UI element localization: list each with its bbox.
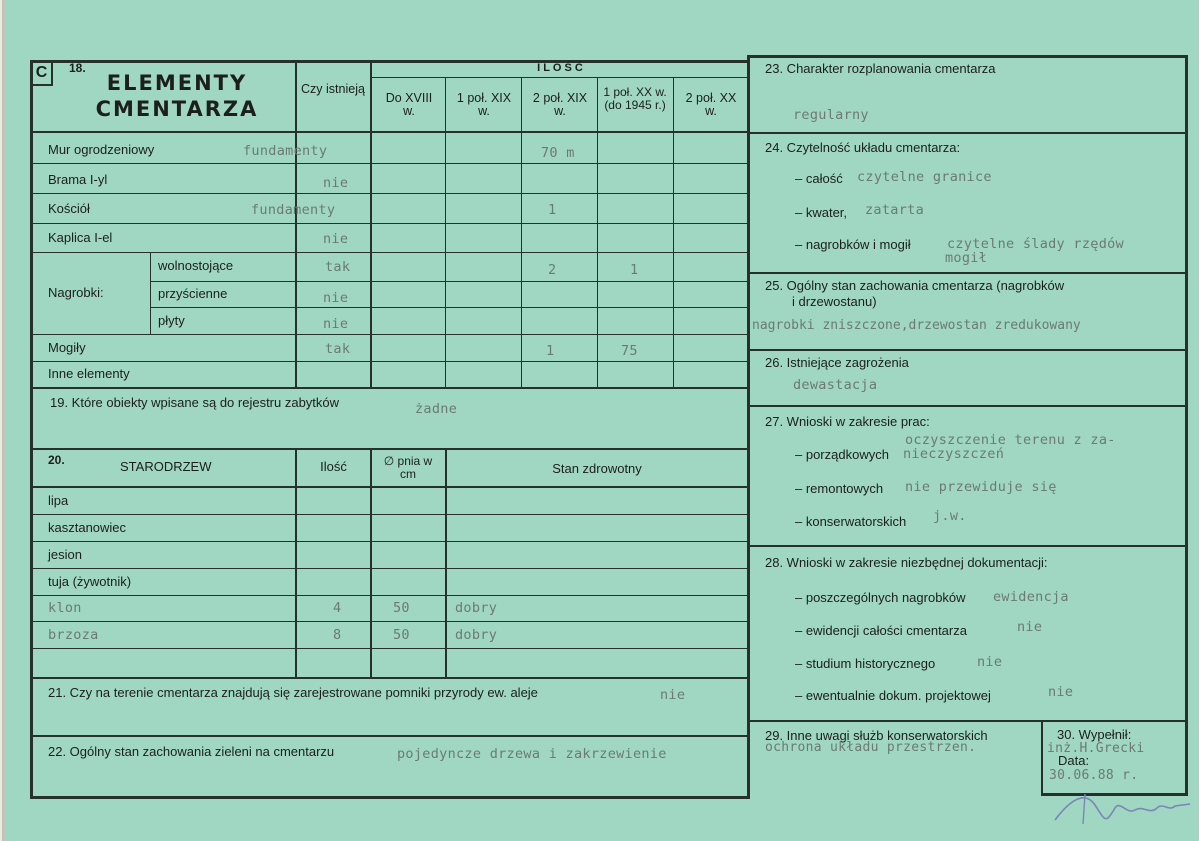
col-period-2: 1 poł. XIX w. (456, 91, 512, 119)
section-23-label: 23. Charakter rozplanowania cmentarza (765, 61, 996, 76)
s28-value-studium: nie (977, 654, 1003, 670)
section-20-number: 20. (48, 453, 65, 467)
row-label-mur: Mur ogrodzeniowy (48, 142, 155, 157)
s27-value-line1: oczyszczenie terenu z za- (905, 432, 1116, 448)
row-label-kaplica: Kaplica I-el (48, 230, 113, 245)
s24-value-calosc: czytelne granice (857, 169, 992, 185)
s27-value-remontowych: nie przewiduje się (905, 479, 1057, 495)
s28-value-ewidencji: nie (1017, 619, 1043, 635)
s24-value-kwater: zatarta (865, 202, 924, 218)
section-27-label: 27. Wnioski w zakresie prac: (765, 414, 930, 429)
frame-right (1185, 55, 1188, 795)
row-value-kosciol-p3: 1 (548, 202, 557, 218)
tree-klon-qty: 4 (333, 600, 342, 616)
ilosc-header: I L O Ś Ć (537, 62, 583, 74)
s28-value-projektowej: nie (1048, 684, 1074, 700)
s28-value-nagrobkow: ewidencja (993, 589, 1069, 605)
signature (1045, 780, 1195, 830)
section-19-value: żadne (415, 401, 458, 417)
s27-value-porzadkowych: nieczyszczeń (903, 446, 1005, 462)
col-qty-header: Ilość (320, 459, 347, 474)
tree-klon-health: dobry (455, 600, 498, 616)
section-19-label: 19. Które obiekty wpisane są do rejestru zabytków (50, 395, 340, 410)
col-period-1: Do XVIII w. (385, 91, 433, 119)
section-30-name: inż.H.Grecki (1047, 741, 1145, 756)
tree-row-lipa: lipa (48, 493, 69, 508)
section-18-number: 18. (69, 61, 86, 75)
col-health-header: Stan zdrowotny (552, 461, 642, 476)
row-label-brama: Brama I-yl (48, 172, 108, 187)
section-29-value: ochrona układu przestrzen. (765, 740, 977, 755)
tree-row-jesion: jesion (48, 547, 82, 562)
s24-value-nagrobkow-line2: mogił (945, 250, 988, 266)
section-26-value: dewastacja (793, 377, 878, 393)
section-24-label: 24. Czytelność układu cmentarza: (765, 140, 961, 155)
row-value-brama-exists: nie (323, 175, 349, 191)
s24-item-kwater: – kwater, (795, 205, 848, 220)
row-value-mogily-exists: tak (325, 341, 351, 357)
col-period-5: 2 poł. XX w. (685, 91, 737, 119)
col-period-4: 1 poł. XX w. (do 1945 r.) (603, 85, 667, 112)
s28-item-studium: – studium historycznego (795, 656, 936, 671)
record-card (2, 0, 1199, 841)
row-value-mogily-p4: 75 (621, 343, 638, 359)
row-value-kaplica-exists: nie (323, 231, 349, 247)
section-30-date-label: Data: (1058, 753, 1090, 768)
section-30-label: 30. Wypełnił: (1057, 727, 1132, 742)
section-22-label: 22. Ogólny stan zachowania zieleni na cmentarzu (48, 744, 335, 759)
s27-item-konserwatorskich: – konserwatorskich (795, 514, 907, 529)
s24-value-nagrobkow: czytelne ślady rzędów (947, 236, 1124, 252)
s24-item-calosc: – całość (795, 171, 843, 186)
col-diam-header: ∅ pnia w cm (383, 454, 433, 481)
section-18-title (67, 70, 287, 122)
row-label-mogily: Mogiły (48, 340, 86, 355)
frame-middle (747, 55, 750, 799)
tree-brzoza-health: dobry (455, 627, 498, 643)
s28-item-nagrobkow: – poszczególnych nagrobków (795, 590, 966, 605)
section-20-title: STARODRZEW (120, 459, 212, 474)
s27-item-remontowych: – remontowych (795, 481, 884, 496)
s27-value-konserwatorskich: j.w. (933, 508, 967, 524)
section-28-label: 28. Wnioski w zakresie niezbędnej dokumentacji: (765, 555, 1048, 570)
tree-row-klon: klon (48, 600, 82, 616)
category-letter-box: C (30, 60, 53, 86)
frame-left (30, 60, 33, 797)
section-22-value: pojedyncze drzewa i zakrzewienie (397, 746, 667, 762)
tree-klon-diam: 50 (393, 600, 410, 616)
row-value-mur-p3: 70 m (541, 145, 575, 161)
section-25-value: nagrobki zniszczone,drzewostan zredukowany (752, 318, 1081, 333)
s28-item-ewidencji: – ewidencji całości cmentarza (795, 623, 967, 638)
section-26-label: 26. Istniejące zagrożenia (765, 355, 909, 370)
row-label-nagrobki: Nagrobki: (48, 285, 104, 300)
tree-brzoza-qty: 8 (333, 627, 342, 643)
row-value-mogily-p3: 1 (546, 343, 555, 359)
col-exists-header: Czy istnieją (301, 82, 365, 96)
col-period-3: 2 poł. XIX w. (532, 91, 588, 119)
section-25-label: 25. Ogólny stan zachowania cmentarza (nagrobków (765, 278, 1065, 293)
row-value-mur-exists: fundamenty (243, 143, 328, 159)
tree-row-brzoza: brzoza (48, 627, 99, 643)
section-29-label: 29. Inne uwagi służb konserwatorskich (765, 728, 988, 743)
row-label-plyty: płyty (158, 313, 185, 328)
frame-bottom-left (30, 796, 750, 799)
section-23-value: regularny (793, 107, 869, 123)
s24-item-nagrobkow: – nagrobków i mogił (795, 237, 911, 252)
row-value-wolnostojace-p3: 2 (548, 262, 557, 278)
row-label-przyscienne: przyścienne (158, 286, 228, 301)
tree-row-tuja: tuja (żywotnik) (48, 574, 132, 589)
section-21-label: 21. Czy na terenie cmentarza znajdują się zarejestrowane pomniki przyrody ew. aleje (48, 685, 538, 700)
section-21-value: nie (660, 687, 686, 703)
row-value-wolnostojace-p4: 1 (630, 262, 639, 278)
row-label-kosciol: Kościół (48, 201, 90, 216)
row-label-inne: Inne elementy (48, 366, 130, 381)
frame-top-right (747, 55, 1187, 58)
s27-item-porzadkowych: – porządkowych (795, 447, 889, 462)
row-label-wolnostojace: wolnostojące (158, 258, 234, 273)
row-value-wolnostojace-exists: tak (325, 259, 351, 275)
section-30-date: 30.06.88 r. (1049, 768, 1139, 783)
s28-item-projektowej: – ewentualnie dokum. projektowej (795, 688, 991, 703)
row-value-kosciol-exists: fundamenty (251, 202, 336, 218)
section-25-label-line2: i drzewostanu) (792, 294, 877, 309)
section-18-title-line1: ELEMENTY (106, 71, 248, 95)
row-value-plyty-exists: nie (323, 316, 349, 332)
tree-brzoza-diam: 50 (393, 627, 410, 643)
row-value-przyscienne-exists: nie (323, 290, 349, 306)
section-18-title-line2: CMENTARZA (95, 97, 259, 121)
tree-row-kasztanowiec: kasztanowiec (48, 520, 127, 535)
